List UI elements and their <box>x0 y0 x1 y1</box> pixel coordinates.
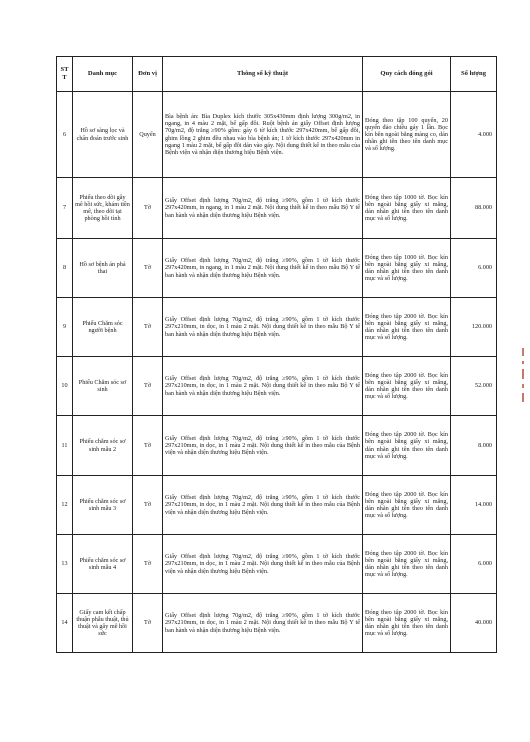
row-category: Phiếu Chăm sóc người bệnh <box>73 298 133 357</box>
table-header-row <box>57 57 497 92</box>
row-unit: Tờ <box>133 298 163 357</box>
row-specs: Giấy Offset định lượng 70g/m2, độ trắng ≥90%, gồm 1 tờ kích thước 297x210mm, in dọc, in 1 màu 2 mặt. Nội dung thiết kế in theo mẫu Bộ Y tế ban hành và nhận diện thương hiệu Bệnh viện. <box>163 594 363 653</box>
row-category: Phiếu theo dõi gây mê hồi sức, khám tiền mê, theo dõi tại phòng hồi tỉnh <box>73 178 133 239</box>
row-quantity: 4.000 <box>451 92 497 178</box>
procurement-table <box>56 56 497 653</box>
header-unit: Đơn vị <box>133 57 163 92</box>
row-quantity: 88.000 <box>451 178 497 239</box>
header-packing: Quy cách đóng gói <box>363 57 451 92</box>
row-quantity: 52.000 <box>451 357 497 416</box>
row-stt: 11 <box>57 416 73 476</box>
row-stt: 7 <box>57 178 73 239</box>
row-specs: Giấy Offset định lượng 70g/m2, độ trắng ≥90%, gồm 1 tờ kích thước 297x210mm, in dọc, in 1 màu 2 mặt. Nội dung thiết kế in theo mẫu của Bệnh viện và nhận diện thương hiệu Bệnh viện. <box>163 535 363 594</box>
row-packing: Đóng theo tập 2000 tờ. Bọc kín bên ngoài bằng giấy xi măng, dán nhãn ghi tên theo tên danh mục và số lượng. <box>363 476 451 535</box>
row-stt: 10 <box>57 357 73 416</box>
table-body <box>57 92 497 653</box>
row-stt: 13 <box>57 535 73 594</box>
row-specs: Giấy Offset định lượng 70g/m2, độ trắng ≥90%, gồm 1 tờ kích thước 297x420mm, in ngang, in 1 màu 2 mặt. Nội dung thiết kế in theo mẫu Bộ Y tế ban hành và nhận diện thương hiệu Bệnh viện. <box>163 239 363 298</box>
row-quantity: 6.000 <box>451 239 497 298</box>
table-row <box>57 357 497 416</box>
document-page <box>56 56 497 653</box>
row-specs: Giấy Offset định lượng 70g/m2, độ trắng ≥90%, gồm 1 tờ kích thước 297x210mm, in dọc, in 1 màu 2 mặt. Nội dung thiết kế in theo mẫu Bộ Y tế ban hành và nhận diện thương hiệu Bệnh viện. <box>163 357 363 416</box>
row-stt: 8 <box>57 239 73 298</box>
table-row <box>57 594 497 653</box>
row-specs: Bìa bệnh án: Bìa Duplex kích thước 305x430mm định lượng 300g/m2, in ngang, in 4 màu 2 mặt, bế gấp đôi. Ruột bệnh án giấy Offset định lượng 70g/m2, độ trắng ≥90% gồm: gáy 6 tờ kích thước 297x420mm, bế gấp đôi, ghim lồng 2 ghim đều nhau vào bìa bệnh án; 1 tờ kích thước 297x420mm in ngang 1 màu 2 mặt, bế gấp đôi dán vào gáy. Nội dung thiết kế in theo mẫu của Bệnh viện và nhận diện thương hiệu Bệnh viện. <box>163 92 363 178</box>
row-category: Phiếu chăm sóc sơ sinh mẫu 4 <box>73 535 133 594</box>
row-unit: Tờ <box>133 178 163 239</box>
row-unit: Tờ <box>133 594 163 653</box>
row-category: Phiếu Chăm sóc sơ sinh <box>73 357 133 416</box>
table-row <box>57 416 497 476</box>
row-category: Phiếu chăm sóc sơ sinh mẫu 3 <box>73 476 133 535</box>
margin-ink-marks <box>519 348 527 428</box>
row-category: Hồ sơ sàng lọc và chẩn đoán trước sinh <box>73 92 133 178</box>
row-quantity: 14.000 <box>451 476 497 535</box>
table-row <box>57 178 497 239</box>
header-stt: STT <box>57 57 73 92</box>
row-stt: 14 <box>57 594 73 653</box>
row-unit: Tờ <box>133 416 163 476</box>
row-packing: Đóng theo tập 2000 tờ. Bọc kín bên ngoài bằng giấy xi măng, dán nhãn ghi tên theo tên danh mục và số lượng. <box>363 594 451 653</box>
row-specs: Giấy Offset định lượng 70g/m2, độ trắng ≥90%, gồm 1 tờ kích thước 297x210mm, in dọc, in 1 màu 2 mặt. Nội dung thiết kế in theo mẫu của Bệnh viện và nhận diện thương hiệu Bệnh viện. <box>163 416 363 476</box>
row-quantity: 6.000 <box>451 535 497 594</box>
row-packing: Đóng theo tập 2000 tờ. Bọc kín bên ngoài bằng giấy xi măng, dán nhãn ghi tên theo tên danh mục và số lượng. <box>363 535 451 594</box>
row-quantity: 120.000 <box>451 298 497 357</box>
row-quantity: 40.000 <box>451 594 497 653</box>
row-packing: Đóng theo tập 2000 tờ. Bọc kín bên ngoài bằng giấy xi măng, dán nhãn ghi tên theo tên danh mục và số lượng. <box>363 298 451 357</box>
row-specs: Giấy Offset định lượng 70g/m2, độ trắng ≥90%, gồm 1 tờ kích thước 297x210mm, in dọc, in 1 màu 2 mặt. Nội dung thiết kế in theo mẫu Bộ Y tế ban hành và nhận diện thương hiệu Bệnh viện. <box>163 298 363 357</box>
table-row <box>57 298 497 357</box>
row-unit: Tờ <box>133 239 163 298</box>
row-stt: 12 <box>57 476 73 535</box>
row-specs: Giấy Offset định lượng 70g/m2, độ trắng ≥90%, gồm 1 tờ kích thước 297x210mm, in dọc, in 1 màu 2 mặt. Nội dung thiết kế in theo mẫu của Bệnh viện và nhận diện thương hiệu Bệnh viện. <box>163 476 363 535</box>
table-row <box>57 92 497 178</box>
header-specs: Thông số kỹ thuật <box>163 57 363 92</box>
row-packing: Đóng theo tập 2000 tờ. Bọc kín bên ngoài bằng giấy xi măng, dán nhãn ghi tên theo tên danh mục và số lượng. <box>363 416 451 476</box>
row-stt: 9 <box>57 298 73 357</box>
row-category: Phiếu chăm sóc sơ sinh mẫu 2 <box>73 416 133 476</box>
row-packing: Đóng theo tập 1000 tờ. Bọc kín bên ngoài bằng giấy xi măng, dán nhãn ghi tên theo tên danh mục và số lượng. <box>363 178 451 239</box>
row-packing: Đóng theo tập 1000 tờ. Bọc kín bên ngoài bằng giấy xi măng, dán nhãn ghi tên theo tên danh mục và số lượng. <box>363 239 451 298</box>
row-unit: Tờ <box>133 357 163 416</box>
row-quantity: 8.000 <box>451 416 497 476</box>
row-category: Hồ sơ bệnh án phá thai <box>73 239 133 298</box>
row-stt: 6 <box>57 92 73 178</box>
table-row <box>57 535 497 594</box>
row-category: Giấy cam kết chấp thuận phẫu thuật, thủ thuật và gây mê hồi sức <box>73 594 133 653</box>
row-unit: Tờ <box>133 535 163 594</box>
table-row <box>57 476 497 535</box>
row-unit: Quyển <box>133 92 163 178</box>
row-packing: Đóng theo tập 100 quyển, 20 quyển đảo chiều gáy 1 lần. Bọc kín bên ngoài bằng màng co, dán nhãn ghi tên theo tên danh mục và số lượng. <box>363 92 451 178</box>
row-specs: Giấy Offset định lượng 70g/m2, độ trắng ≥90%, gồm 1 tờ kích thước 297x420mm, in ngang, in 1 màu 2 mặt. Nội dung thiết kế in theo mẫu Bộ Y tế ban hành và nhận diện thương hiệu Bệnh viện. <box>163 178 363 239</box>
header-quantity: Số lượng <box>451 57 497 92</box>
table-row <box>57 239 497 298</box>
row-packing: Đóng theo tập 2000 tờ. Bọc kín bên ngoài bằng giấy xi măng, dán nhãn ghi tên theo tên danh mục và số lượng. <box>363 357 451 416</box>
row-unit: Tờ <box>133 476 163 535</box>
header-category: Danh mục <box>73 57 133 92</box>
